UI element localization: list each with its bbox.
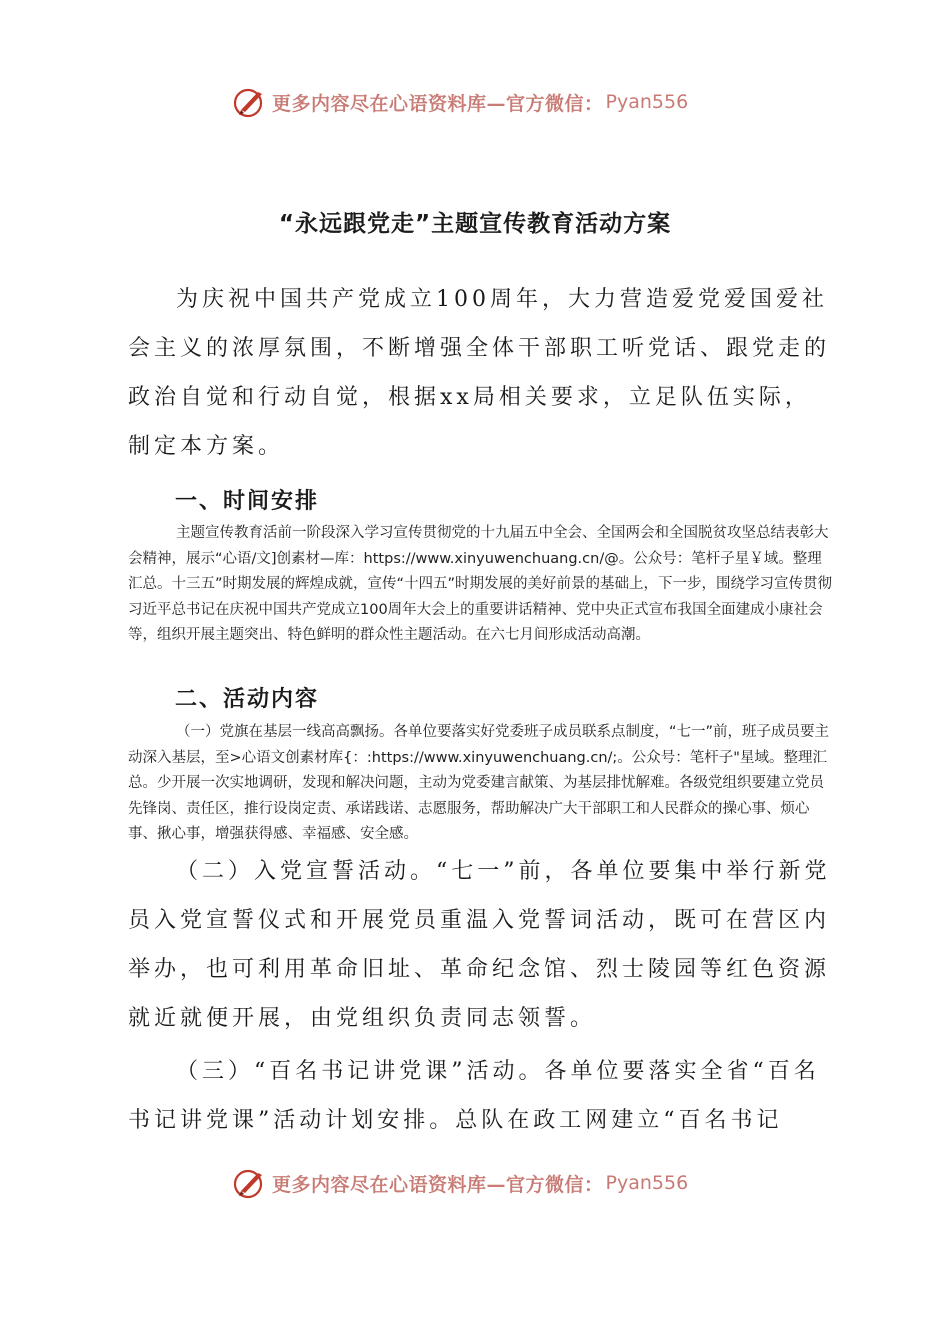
pen-logo-icon xyxy=(232,1165,268,1201)
schedule-paragraph: 主题宣传教育活前一阶段深入学习宣传贯彻党的十九届五中全会、全国两会和全国脱贫攻坚总结表彰大会精神，展示“心语/文]创素材—库：https://www.xinyuwenchuang.cn/@。公众号：笔杆子星￥域。整理汇总。十三五”时期发展的辉煌成就，宣传“十四五”时期发展的美好前景的基础上，下一步，围绕学习宣传贯彻习近平总书记在庆祝中国共产党成立100周年大会上的重要讲话精神、党中央正式宣布我国全面建成小康社会等，组织开展主题突出、特色鲜明的群众性主题活动。在六七月间形成活动高潮。 xyxy=(128,525,833,643)
intro-paragraph: 为庆祝中国共产党成立100周年，大力营造爱党爱国爱社会主义的浓厚氛围，不断增强全体干部职工听党话、跟党走的政治自觉和行动自觉，根据xx局相关要求，立足队伍实际，制定本方案。 xyxy=(128,287,831,459)
pen-logo-icon xyxy=(232,84,268,120)
watermark-wechat-id: Pyan556 xyxy=(605,91,689,113)
watermark-banner-top xyxy=(232,82,732,122)
document-title: “永远跟党走”主题宣传教育活动方案 xyxy=(278,211,672,237)
watermark-wechat-id: Pyan556 xyxy=(605,1172,689,1194)
content-item-3: （三）“百名书记讲党课”活动。各单位要落实全省“百名书记讲党课”活动计划安排。总队在政工网建立“百名书记 xyxy=(128,1059,820,1133)
section-heading-content: 二、活动内容 xyxy=(175,687,320,712)
content-item-1: （一）党旗在基层一线高高飘扬。各单位要落实好党委班子成员联系点制度，“七一”前，班子成员要主动深入基层，至>心语文创素材库{：:https://www.xinyuwenchuang.cn/;。公众号：笔杆子"星域。整理汇总。少开展一次实地调研，发现和解决问题，主动为党委建言献策、为基层排忧解难。各级党组织要建立党员先锋岗、责任区，推行设岗定责、承诺践诺、志愿服务，帮助解决广大干部职工和人民群众的操心事、烦心事、揪心事，增强获得感、幸福感、安全感。 xyxy=(128,724,830,842)
content-item-2: （二）入党宣誓活动。“七一”前，各单位要集中举行新党员入党宣誓仪式和开展党员重温入党誓词活动，既可在营区内举办，也可利用革命旧址、革命纪念馆、烈士陵园等红色资源就近就便开展，由党组织负责同志领誓。 xyxy=(128,859,831,1031)
watermark-banner-bottom xyxy=(232,1163,732,1203)
watermark-text: 更多内容尽在心语资料库—官方微信： xyxy=(272,1173,604,1196)
section-heading-schedule: 一、时间安排 xyxy=(175,489,320,514)
watermark-text: 更多内容尽在心语资料库—官方微信： xyxy=(272,92,604,115)
